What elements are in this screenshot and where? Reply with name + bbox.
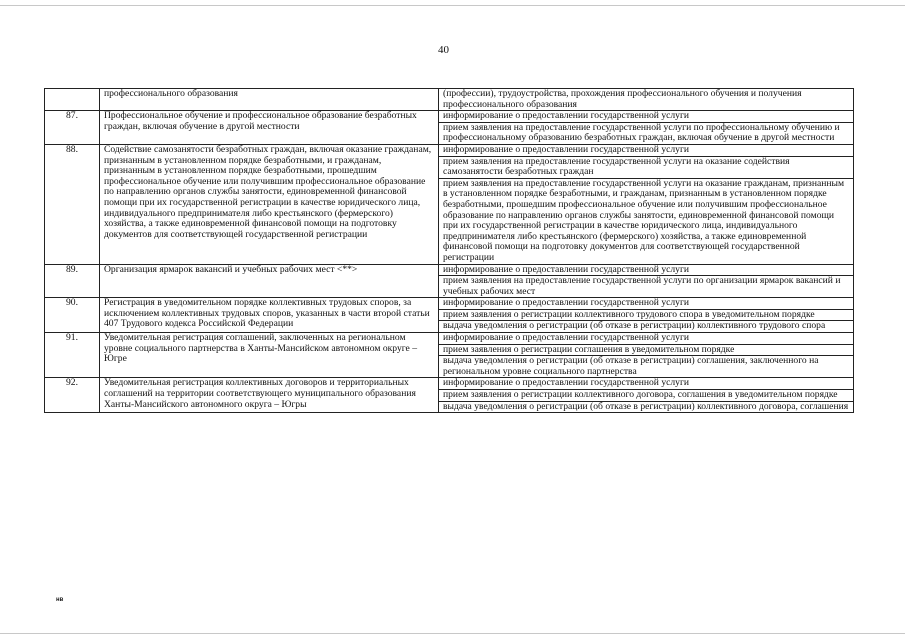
service-name: Организация ярмарок вакансий и учебных рабочих мест <**> — [100, 264, 439, 298]
table-row — [45, 144, 854, 156]
row-number: 92. — [45, 378, 100, 413]
top-scan-line — [0, 5, 905, 6]
service-step: (профессии), трудоустройства, прохождения профессионального обучения и получения профессионального образования — [439, 89, 854, 111]
row-number: 90. — [45, 298, 100, 333]
service-step: информирование о предоставлении государственной услуги — [439, 111, 854, 123]
service-step: выдача уведомления о регистрации (об отказе в регистрации) коллективного трудового спора — [439, 321, 854, 333]
service-step: прием заявления на предоставление государственной услуги на оказание гражданам, признанным в установленном порядке безработными, и гражданам, признанным в установленном порядке безработными, прошедшим профессиональное обучение или получившим профессиональное образование по направлению органов службы занятости, единовременной финансовой помощи при их государственной регистрации в качестве юридического лица, индивидуального предпринимателя либо крестьянского (фермерского) хозяйства, а также единовременной финансовой помощи на подготовку документов для соответствующей государственной регистрации — [439, 178, 854, 264]
service-name: Регистрация в уведомительном порядке коллективных трудовых споров, за исключением коллективных трудовых споров, указанных в части второй статьи 407 Трудового кодекса Российской Федерации — [100, 298, 439, 333]
service-step: выдача уведомления о регистрации (об отказе в регистрации) коллективного договора, соглашения — [439, 401, 854, 413]
table-row — [45, 298, 854, 310]
service-step: информирование о предоставлении государственной услуги — [439, 144, 854, 156]
service-step: прием заявления на предоставление государственной услуги на оказание содействия самозанятости безработных граждан — [439, 156, 854, 178]
row-number: 89. — [45, 264, 100, 298]
service-step: прием заявления о регистрации коллективного договора, соглашения в уведомительном порядке — [439, 390, 854, 402]
service-name: профессионального образования — [100, 89, 439, 111]
service-step: прием заявления о регистрации соглашения в уведомительном порядке — [439, 344, 854, 356]
service-name: Профессиональное обучение и профессиональное образование безработных граждан, включая обучение в другой местности — [100, 111, 439, 145]
service-name: Уведомительная регистрация коллективных договоров и территориальных соглашений на территории соответствующего муниципального образования Ханты-Мансийского автономного округа – Югры — [100, 378, 439, 413]
service-step: информирование о предоставлении государственной услуги — [439, 264, 854, 276]
table-row — [45, 111, 854, 123]
service-step: информирование о предоставлении государственной услуги — [439, 333, 854, 345]
row-number: 87. — [45, 111, 100, 145]
table-row — [45, 378, 854, 390]
services-table — [44, 88, 854, 413]
service-step: информирование о предоставлении государственной услуги — [439, 378, 854, 390]
service-name: Содействие самозанятости безработных граждан, включая оказание гражданам, признанным в установленном порядке безработными, и гражданам, признанным в установленном порядке безработными, прошедшим профессиональное обучение или получившим профессиональное образование по направлению органов службы занятости, единовременной финансовой помощи при их государственной регистрации в качестве юридического лица, индивидуального предпринимателя либо крестьянского (фермерского) хозяйства, а также единовременной финансовой помощи на подготовку документов для соответствующей государственной регистрации — [100, 144, 439, 264]
row-number: 91. — [45, 333, 100, 378]
row-number: 88. — [45, 144, 100, 264]
service-step: прием заявления на предоставление государственной услуги по организации ярмарок вакансий и учебных рабочих мест — [439, 276, 854, 298]
service-name: Уведомительная регистрация соглашений, заключенных на региональном уровне социального партнерства в Ханты-Мансийском автономном округе – Югре — [100, 333, 439, 378]
service-step: прием заявления на предоставление государственной услуги по профессиональному обучению и профессиональному образованию безработных граждан, включая обучение в другой местности — [439, 122, 854, 144]
row-number — [45, 89, 100, 111]
service-step: выдача уведомления о регистрации (об отказе в регистрации) соглашения, заключенного на региональном уровне социального партнерства — [439, 356, 854, 378]
table-row — [45, 333, 854, 345]
page-number: 40 — [438, 44, 449, 56]
service-step: прием заявления о регистрации коллективного трудового спора в уведомительном порядке — [439, 309, 854, 321]
service-step: информирование о предоставлении государственной услуги — [439, 298, 854, 310]
footer-mark: нв — [56, 597, 64, 603]
table-row — [45, 264, 854, 276]
bottom-scan-line — [0, 633, 905, 634]
table-row — [45, 89, 854, 111]
